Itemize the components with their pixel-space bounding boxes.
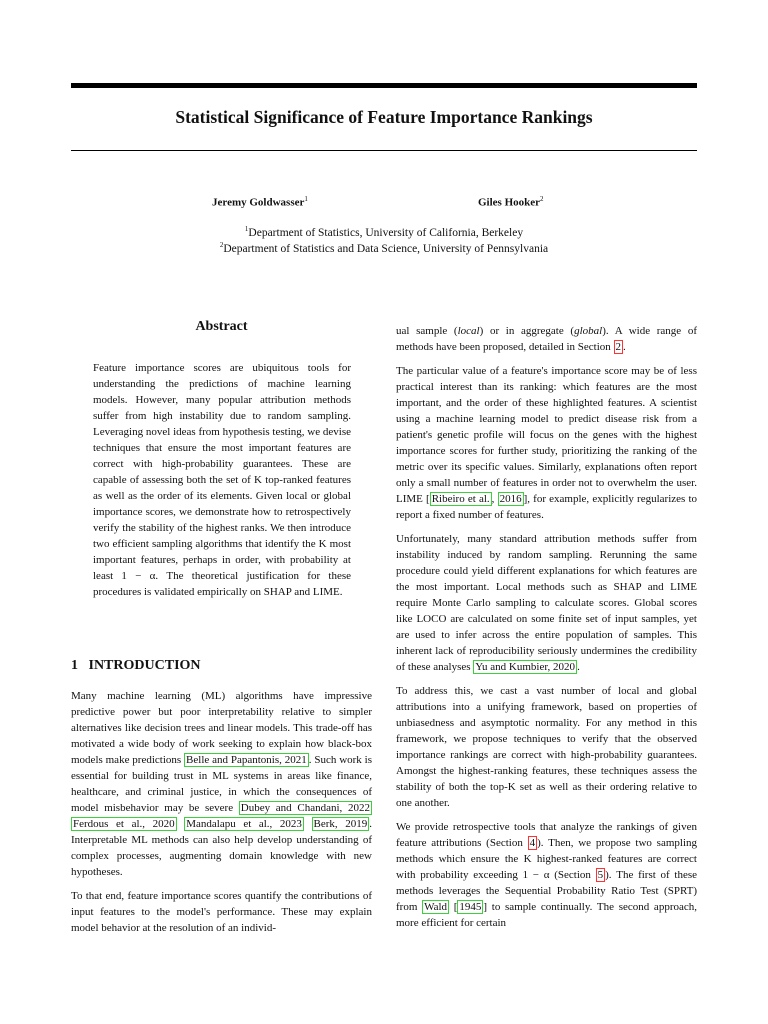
- paragraph: To that end, feature importance scores quantify the contributions of input features to the model's performance. These may explain model behavior at the resolution of an individ-: [71, 890, 372, 934]
- left-column-body: [71, 688, 372, 944]
- paragraph: The particular value of a feature's importance score may be of less practical interest than its ranking: which features are the most important, and the order of these highlighted features. A scientist using a machine learning model to predict disease risk from a patient's genetic profile will focus on the genes with the highest importance scores for further study, prioritizing the ranking of the metric over its specific values. Similarly, explanations often report only a small number of features in order not to overwhelm the user. LIME [ Ribeiro et al. , 2016 ], for example, explicitly regularizes to report a fixed number of features.: [396, 365, 698, 521]
- citation-link[interactable]: Belle and Papantonis, 2021: [186, 754, 307, 766]
- text-run: ual sample (: [396, 325, 458, 337]
- author-affil-sup: 2: [540, 195, 544, 203]
- affiliation-2: [71, 241, 697, 255]
- section-ref-link[interactable]: 5: [597, 869, 604, 881]
- section-number: 1: [71, 658, 78, 673]
- paragraph: [396, 531, 697, 675]
- section-title: INTRODUCTION: [88, 658, 201, 673]
- text-run: ). The first of these methods leverages the Sequential Probability Ratio Test (SPRT) from: [396, 869, 697, 913]
- author-name: Giles Hooker: [478, 196, 541, 209]
- affil-sup: 1: [244, 225, 249, 233]
- author-1: [212, 195, 308, 209]
- text-run: ) or in aggregate (: [479, 325, 575, 337]
- right-column-body: [396, 323, 697, 939]
- paragraph: We provide retrospective tools that analyze the rankings of given feature attributions (Section 4 ). Then, we propose two sampling methods which ensure the K highest-ranked features are correct with probability exceeding 1 − α (Section 5 ). The first of these methods leverages the Sequential Probability Ratio Test (SPRT) from Wald [ 1945 ] to sample continually. The second approach, more efficient for certain: [396, 821, 698, 929]
- paragraph: [71, 688, 372, 880]
- affiliation-1: [71, 225, 697, 239]
- text-run: local: [457, 325, 480, 337]
- citation-link[interactable]: Berk, 2019: [313, 818, 368, 830]
- text-run: The particular value of a feature's importance score may be of less practical interest than its ranking: which features are the most important, and the order of these highlighted features. A scientist using a machine learning model to predict disease risk from a patient's genetic profile will focus on the genes with the highest importance scores for further study, prioritizing the ranking of the metric over its specific values. Similarly, explanations often report only a small number of features in order not to overwhelm the user. LIME: [396, 365, 697, 505]
- citation-link[interactable]: Mandalapu et al., 2023: [186, 818, 302, 830]
- citation-link[interactable]: Wald: [424, 901, 448, 913]
- abstract-body: [93, 360, 351, 608]
- section-heading: [71, 658, 201, 674]
- paragraph: [396, 323, 697, 355]
- abstract-heading: Abstract: [195, 319, 248, 334]
- text-run: .: [577, 661, 580, 673]
- text-run: ). Then, we propose two sampling methods which ensure the K highest-ranked features are correct with probability exceeding 1 − α (Section: [396, 837, 698, 881]
- text-run: to sample continually. The second approach, more efficient for certain: [396, 901, 697, 929]
- author-name: Jeremy Goldwasser: [212, 196, 305, 209]
- title-bottom-rule: [71, 150, 697, 151]
- abstract-text: Feature importance scores are ubiquitous tools for understanding the predictions of machine learning models. However, many popular attribution methods suffer from high instability due to random sampling. Leveraging novel ideas from hypothesis testing, we devise techniques that ensure the most important features are correct with high-probability guarantees. These are capable of assessing both the set of K top-ranked features as well as the order of its elements. Given local or global importance scores, we demonstrate how to retrospectively verify the stability of the highest ranks. We then introduce two efficient sampling algorithms that identify the K most important features, perhaps in order, with probability at least 1 − α. The theoretical justification for these procedures is validated empirically on SHAP and LIME.: [93, 362, 351, 598]
- citation-link[interactable]: 1945: [459, 901, 482, 913]
- paper-title: Statistical Significance of Feature Importance Rankings: [175, 107, 593, 127]
- citation-link[interactable]: Ribeiro et al.: [431, 493, 490, 505]
- text-run: global: [574, 325, 603, 337]
- text-run: . Such work is essential for building trust in ML systems in areas like finance, healthcare, and criminal justice, in which the consequences of model misbehavior may be severe: [71, 754, 372, 814]
- title-top-rule: [71, 83, 697, 88]
- citation-link[interactable]: Yu and Kumbier, 2020: [475, 661, 576, 673]
- text-run: Unfortunately, many standard attribution methods suffer from instability induced by random sampling. Rerunning the same procedure could yield different explanations for which features are the most important. Local methods such as SHAP and LIME require Monte Carlo sampling to calculate scores. Global scores like LOCO are calculated on some finite set of input samples, yet are used to infer across the entire population of samples. This inherent lack of reproducibility seriously undermines the credibility of these analyses: [396, 533, 697, 673]
- paragraph: To address this, we cast a vast number of local and global attributions into a unifying framework, based on properties of unbiasedness and asymptotic normality. For any method in this framework, we propose techniques to verify that the observed importance rankings are correct with high-probability guarantees. Amongst the highest-ranking features, these techniques assess the stability of both the top-K set as well as their ordering relative to one another.: [396, 685, 697, 809]
- text-run: . Interpretable ML methods can also help develop understanding of complex processes, augmenting domain knowledge with new hypotheses.: [71, 818, 372, 878]
- author-2: [478, 195, 544, 209]
- section-ref-link[interactable]: 4: [529, 837, 536, 849]
- author-affil-sup: 1: [304, 195, 308, 203]
- citation-link[interactable]: Dubey and Chandani, 2022: [240, 802, 370, 814]
- text-run: , for example, explicitly regularizes to report a fixed number of features.: [396, 493, 698, 521]
- text-run: Many machine learning (ML) algorithms have impressive predictive power but poor interpretability relative to simpler alternatives like decision trees and linear models. This trade-off has motivated a wide body of work seeking to explain how black-box models make predictions: [71, 690, 372, 766]
- text-run: .: [623, 341, 626, 353]
- text-run: ). A wide range of methods have been proposed, detailed in Section: [396, 325, 698, 353]
- text-run: We provide retrospective tools that analyze the rankings of given feature attributions (Section: [396, 821, 697, 849]
- citation-link[interactable]: 2016: [499, 493, 522, 505]
- affil-sup: 2: [219, 241, 224, 249]
- citation-link[interactable]: Ferdous et al., 2020: [73, 818, 175, 830]
- section-ref-link[interactable]: 2: [615, 341, 621, 353]
- affil-text: Department of Statistics and Data Science, University of Pennsylvania: [223, 242, 549, 255]
- affil-text: Department of Statistics, University of California, Berkeley: [248, 226, 524, 239]
